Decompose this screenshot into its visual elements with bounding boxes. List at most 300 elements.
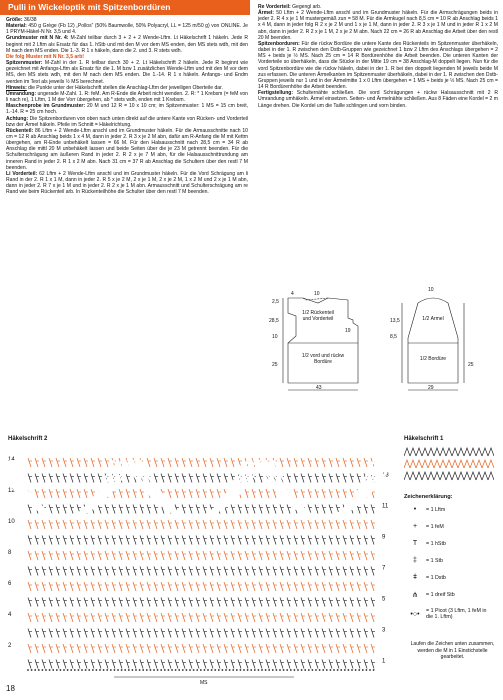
stitch-mark <box>308 536 311 545</box>
chart1-stitch <box>464 472 470 480</box>
stitch-mark <box>357 598 360 607</box>
foundation-chain-dot <box>114 669 116 671</box>
stitch-mark <box>189 582 192 591</box>
stitch-mark <box>147 660 150 669</box>
stitch-mark <box>371 582 374 591</box>
stitch-mark <box>322 489 325 498</box>
legend-symbol-icon: ‡ <box>413 557 417 564</box>
stitch-mark <box>182 505 185 514</box>
legend-item <box>404 523 491 530</box>
foundation-chain-dot <box>265 669 267 671</box>
stitch-mark <box>231 644 234 653</box>
stitch-mark <box>84 551 87 560</box>
stitch-mark <box>105 567 108 576</box>
legend-text: = 1 dreif Stb <box>426 592 455 598</box>
stitch-mark <box>56 613 59 622</box>
stitch-mark <box>245 489 248 498</box>
chart1-stitch <box>422 460 428 468</box>
stitch-mark <box>231 660 234 669</box>
chart1-stitch <box>440 448 446 456</box>
chart1-stitch <box>458 472 464 480</box>
stitch-mark <box>315 598 318 607</box>
foundation-chain-dot <box>283 669 285 671</box>
motif-gap <box>10 460 118 518</box>
stitch-mark <box>91 582 94 591</box>
stitch-mark <box>91 660 94 669</box>
stitch-mark <box>259 474 262 483</box>
stitch-mark <box>301 458 304 467</box>
stitch-mark <box>105 613 108 622</box>
stitch-mark <box>119 551 122 560</box>
stitch-mark <box>294 660 297 669</box>
chart2-title: Häkelschrift 2 <box>8 436 48 442</box>
stitch-mark <box>231 505 234 514</box>
stitch-mark <box>42 536 45 545</box>
right-label: Fertigstellung: <box>258 90 294 97</box>
foundation-chain-dot <box>200 669 202 671</box>
stitch-mark <box>49 474 52 483</box>
stitch-mark <box>196 644 199 653</box>
stitch-mark <box>98 660 101 669</box>
stitch-mark <box>203 489 206 498</box>
stitch-mark <box>126 582 129 591</box>
stitch-mark <box>322 551 325 560</box>
foundation-chain-dot <box>27 669 29 671</box>
stitch-mark <box>175 520 178 529</box>
stitch-mark <box>154 629 157 638</box>
stitch-mark <box>266 660 269 669</box>
left-paragraph <box>6 128 248 171</box>
stitch-mark <box>203 551 206 560</box>
foundation-chain-dot <box>340 669 342 671</box>
stitch-mark <box>126 489 129 498</box>
stitch-mark <box>168 613 171 622</box>
stitch-mark <box>49 458 52 467</box>
chart1-stitch <box>476 448 482 456</box>
stitch-mark <box>63 613 66 622</box>
foundation-chain-dot <box>67 669 69 671</box>
stitch-mark <box>140 629 143 638</box>
stitch-mark <box>210 474 213 483</box>
stitch-mark <box>133 660 136 669</box>
stitch-mark <box>91 629 94 638</box>
stitch-mark <box>371 598 374 607</box>
stitch-mark <box>168 536 171 545</box>
stitch-mark <box>357 644 360 653</box>
stitch-mark <box>280 613 283 622</box>
left-paragraph <box>6 103 248 115</box>
chart1-stitch <box>452 460 458 468</box>
stitch-mark <box>343 458 346 467</box>
stitch-mark <box>350 489 353 498</box>
row-number-right: 11 <box>382 503 389 510</box>
left-text: 20 M und 12 R = 10 x 10 cm; im Spitzenmuster: 1 MS = 15 cm breit, 1.-14. R = 25 cm hoch. <box>6 103 249 116</box>
stitch-mark <box>224 458 227 467</box>
stitch-mark <box>56 660 59 669</box>
stitch-mark <box>140 536 143 545</box>
stitch-mark <box>294 598 297 607</box>
stitch-mark <box>189 489 192 498</box>
stitch-mark <box>266 505 269 514</box>
foundation-chain-dot <box>211 669 213 671</box>
foundation-chain-dot <box>49 669 51 671</box>
stitch-mark <box>308 567 311 576</box>
left-text: Die Spitzenborduren von oben nach unten direkt auf die untere Kante von Rücken- und Vorderteil bzw der Ärmel häkeln. Pfeile im Schnitt = Häkelrichtung. <box>6 115 248 128</box>
stitch-mark <box>175 458 178 467</box>
stitch-mark <box>301 536 304 545</box>
stitch-mark <box>329 598 332 607</box>
chart1-title: Häkelschrift 1 <box>404 436 444 442</box>
stitch-mark <box>140 520 143 529</box>
stitch-mark <box>147 582 150 591</box>
stitch-mark <box>301 474 304 483</box>
foundation-chain-dot <box>34 669 36 671</box>
stitch-mark <box>161 629 164 638</box>
stitch-mark <box>350 629 353 638</box>
stitch-mark <box>70 536 73 545</box>
row-number-right: 13 <box>382 472 389 479</box>
stitch-mark <box>273 613 276 622</box>
foundation-chain-dot <box>294 669 296 671</box>
stitch-mark <box>56 489 59 498</box>
motif-gap <box>6 460 122 518</box>
stitch-mark <box>84 474 87 483</box>
stitch-mark <box>364 613 367 622</box>
stitch-mark <box>98 505 101 514</box>
stitch-mark <box>357 551 360 560</box>
legend-text: = 1 Dstb <box>426 574 446 581</box>
stitch-mark <box>126 474 129 483</box>
stitch-mark <box>63 644 66 653</box>
chart1-stitch <box>464 448 470 456</box>
dim-neck-top: 4 <box>291 291 294 297</box>
stitch-mark <box>119 629 122 638</box>
stitch-mark <box>168 582 171 591</box>
stitch-mark <box>147 536 150 545</box>
chart1-stitch <box>404 448 410 456</box>
stitch-mark <box>112 644 115 653</box>
stitch-mark <box>63 489 66 498</box>
stitch-mark <box>63 660 66 669</box>
chart1-stitch <box>488 448 494 456</box>
stitch-mark <box>91 474 94 483</box>
stitch-mark <box>280 567 283 576</box>
stitch-mark <box>203 644 206 653</box>
stitch-mark <box>308 598 311 607</box>
stitch-mark <box>343 644 346 653</box>
stitch-mark <box>224 567 227 576</box>
stitch-mark <box>147 598 150 607</box>
stitch-mark <box>308 489 311 498</box>
stitch-mark <box>56 536 59 545</box>
foundation-chain-dot <box>128 669 130 671</box>
chart1-stitch <box>428 472 434 480</box>
stitch-mark <box>203 505 206 514</box>
stitch-mark <box>350 474 353 483</box>
foundation-chain-dot <box>236 669 238 671</box>
foundation-chain-dot <box>178 669 180 671</box>
stitch-mark <box>126 598 129 607</box>
stitch-mark <box>189 474 192 483</box>
foundation-chain-dot <box>362 669 364 671</box>
foundation-chain-dot <box>157 669 159 671</box>
stitch-mark <box>238 629 241 638</box>
stitch-mark <box>336 520 339 529</box>
stitch-mark <box>203 660 206 669</box>
foundation-chain-dot <box>186 669 188 671</box>
stitch-mark <box>105 551 108 560</box>
stitch-mark <box>259 536 262 545</box>
stitch-mark <box>294 582 297 591</box>
stitch-mark <box>245 551 248 560</box>
right-label: Spitzenborduren: <box>258 40 300 47</box>
stitch-mark <box>56 520 59 529</box>
label-sleeve: 1/2 Ärmel <box>422 316 444 322</box>
left-label: Material: <box>6 23 27 30</box>
stitch-mark <box>336 644 339 653</box>
stitch-mark <box>238 520 241 529</box>
left-label: Maschenprobe im Grundmuster: <box>6 103 86 110</box>
stitch-mark <box>245 660 248 669</box>
dim-h3: 10 <box>272 334 278 340</box>
stitch-mark <box>210 458 213 467</box>
stitch-mark <box>161 474 164 483</box>
stitch-mark <box>217 536 220 545</box>
stitch-mark <box>98 629 101 638</box>
stitch-mark <box>371 567 374 576</box>
legend-text: = 1 feM <box>426 523 444 530</box>
stitch-mark <box>126 660 129 669</box>
stitch-mark <box>175 598 178 607</box>
foundation-chain-dot <box>344 669 346 671</box>
stitch-mark <box>175 613 178 622</box>
stitch-mark <box>231 458 234 467</box>
stitch-mark <box>196 613 199 622</box>
foundation-chain-dot <box>366 669 368 671</box>
stitch-mark <box>231 536 234 545</box>
legend-item <box>404 540 491 547</box>
stitch-mark <box>336 474 339 483</box>
right-paragraph <box>258 41 498 90</box>
chart1-stitch <box>458 460 464 468</box>
stitch-mark <box>217 458 220 467</box>
stitch-mark <box>245 520 248 529</box>
stitch-mark <box>259 567 262 576</box>
stitch-mark <box>294 551 297 560</box>
stitch-mark <box>168 474 171 483</box>
stitch-mark <box>70 567 73 576</box>
left-text: ungerade M-Zahl. 1. R: feM. Am R-Ende die Arbeit nicht wenden. 2. R: * 1 Krebsm (= feM von li nach re), 1 Lftm, 1 M der Vorr übergehen, ab * stets wdh, enden mit 1 Krebsm. <box>6 90 248 104</box>
stitch-mark <box>350 582 353 591</box>
stitch-mark <box>140 644 143 653</box>
stitch-mark <box>98 474 101 483</box>
stitch-mark <box>315 520 318 529</box>
stitch-mark <box>175 474 178 483</box>
stitch-mark <box>280 629 283 638</box>
chart1-stitch <box>416 448 422 456</box>
stitch-mark <box>364 458 367 467</box>
stitch-mark <box>112 551 115 560</box>
stitch-mark <box>301 567 304 576</box>
row-number-left: 14 <box>8 457 15 463</box>
stitch-mark <box>126 613 129 622</box>
stitch-mark <box>175 629 178 638</box>
stitch-mark <box>147 551 150 560</box>
chart1-stitch <box>410 460 416 468</box>
stitch-mark <box>28 644 31 653</box>
stitch-mark <box>231 598 234 607</box>
stitch-mark <box>231 582 234 591</box>
stitch-mark <box>140 567 143 576</box>
stitch-mark <box>371 629 374 638</box>
stitch-mark <box>77 644 80 653</box>
stitch-mark <box>84 489 87 498</box>
stitch-mark <box>98 598 101 607</box>
stitch-mark <box>329 582 332 591</box>
pattern-schematic <box>258 258 498 393</box>
stitch-mark <box>105 629 108 638</box>
stitch-mark <box>168 489 171 498</box>
stitch-mark <box>91 551 94 560</box>
stitch-mark <box>77 582 80 591</box>
stitch-mark <box>28 551 31 560</box>
stitch-mark <box>266 567 269 576</box>
stitch-mark <box>231 629 234 638</box>
stitch-mark <box>371 551 374 560</box>
dim-h2: 2,5 <box>272 299 279 305</box>
stitch-mark <box>133 644 136 653</box>
stitch-mark <box>336 489 339 498</box>
stitch-mark <box>154 505 157 514</box>
legend-symbol-icon: T <box>412 540 418 547</box>
stitch-mark <box>119 582 122 591</box>
stitch-mark <box>84 520 87 529</box>
chart1-stitch <box>440 472 446 480</box>
chart1-stitch <box>410 448 416 456</box>
chart1-stitch <box>470 460 476 468</box>
right-text: Schulternähte schließen. Die vord Schrägungen + rückw Halsausschnitt mit 2 R Umrandung umhäkeln. Ärmel einsetzen. Seiten- und Ärmelnähte schließen. Aus 8 Fäden eine Kordel = 2 m Länge drehen. Die Kordel um die Taille schlingen und vorn binden. <box>258 90 498 109</box>
stitch-mark <box>154 520 157 529</box>
foundation-chain-dot <box>81 669 83 671</box>
stitch-mark <box>98 613 101 622</box>
stitch-mark <box>133 598 136 607</box>
stitch-mark <box>42 489 45 498</box>
stitch-mark <box>294 536 297 545</box>
stitch-mark <box>343 613 346 622</box>
stitch-mark <box>98 520 101 529</box>
stitch-mark <box>182 458 185 467</box>
stitch-mark <box>126 567 129 576</box>
stitch-mark <box>49 520 52 529</box>
stitch-mark <box>301 598 304 607</box>
foundation-chain-dot <box>254 669 256 671</box>
stitch-mark <box>329 505 332 514</box>
stitch-mark <box>315 629 318 638</box>
stitch-mark <box>84 458 87 467</box>
stitch-mark <box>189 520 192 529</box>
motif-gap <box>270 460 378 518</box>
stitch-mark <box>210 489 213 498</box>
stitch-mark <box>322 458 325 467</box>
stitch-mark <box>182 613 185 622</box>
stitch-mark <box>273 660 276 669</box>
foundation-chain-dot <box>326 669 328 671</box>
stitch-mark <box>77 660 80 669</box>
foundation-chain-dot <box>42 669 44 671</box>
stitch-mark <box>259 551 262 560</box>
stitch-mark <box>182 582 185 591</box>
stitch-mark <box>238 660 241 669</box>
crochet-chart-1 <box>404 446 494 486</box>
stitch-mark <box>105 536 108 545</box>
stitch-mark <box>357 520 360 529</box>
chart1-stitch <box>428 448 434 456</box>
foundation-chain-dot <box>117 669 119 671</box>
dim-h1: 28,5 <box>269 318 279 324</box>
stitch-mark <box>315 458 318 467</box>
chart1-stitch <box>428 460 434 468</box>
stitch-mark <box>56 644 59 653</box>
foundation-chain-dot <box>333 669 335 671</box>
stitch-mark <box>273 582 276 591</box>
chart1-stitch <box>434 472 440 480</box>
left-label: Spitzenmuster: <box>6 60 43 67</box>
legend-symbol-icon: ǂ <box>412 574 418 581</box>
stitch-mark <box>91 598 94 607</box>
stitch-mark <box>35 551 38 560</box>
stitch-mark <box>189 536 192 545</box>
stitch-mark <box>84 660 87 669</box>
foundation-chain-dot <box>52 669 54 671</box>
legend-item <box>404 574 491 581</box>
stitch-mark <box>147 520 150 529</box>
chart1-stitch <box>452 448 458 456</box>
chart1-stitch <box>488 460 494 468</box>
foundation-chain-dot <box>160 669 162 671</box>
legend-symbol-icon: ⋔ <box>412 592 418 599</box>
foundation-chain-dot <box>63 669 65 671</box>
foundation-chain-dot <box>225 669 227 671</box>
foundation-chain-dot <box>290 669 292 671</box>
stitch-mark <box>119 613 122 622</box>
stitch-mark <box>77 458 80 467</box>
stitch-mark <box>112 598 115 607</box>
stitch-mark <box>56 505 59 514</box>
stitch-mark <box>217 582 220 591</box>
stitch-mark <box>133 489 136 498</box>
stitch-mark <box>35 598 38 607</box>
stitch-mark <box>217 474 220 483</box>
stitch-mark <box>217 613 220 622</box>
stitch-mark <box>119 505 122 514</box>
stitch-mark <box>259 520 262 529</box>
stitch-mark <box>182 660 185 669</box>
stitch-mark <box>336 598 339 607</box>
chart1-stitch <box>422 448 428 456</box>
left-paragraph <box>6 60 248 85</box>
left-label: Achtung: <box>6 115 29 122</box>
stitch-mark <box>294 567 297 576</box>
stitch-mark <box>238 536 241 545</box>
page-title: Pulli in Wickeloptik mit Spitzenbordüren <box>0 0 250 15</box>
stitch-mark <box>105 660 108 669</box>
dim-neck: 10 <box>314 291 320 297</box>
foundation-chain-dot <box>276 669 278 671</box>
foundation-chain-dot <box>243 669 245 671</box>
chart1-stitch <box>446 472 452 480</box>
stitch-mark <box>161 536 164 545</box>
stitch-mark <box>112 520 115 529</box>
